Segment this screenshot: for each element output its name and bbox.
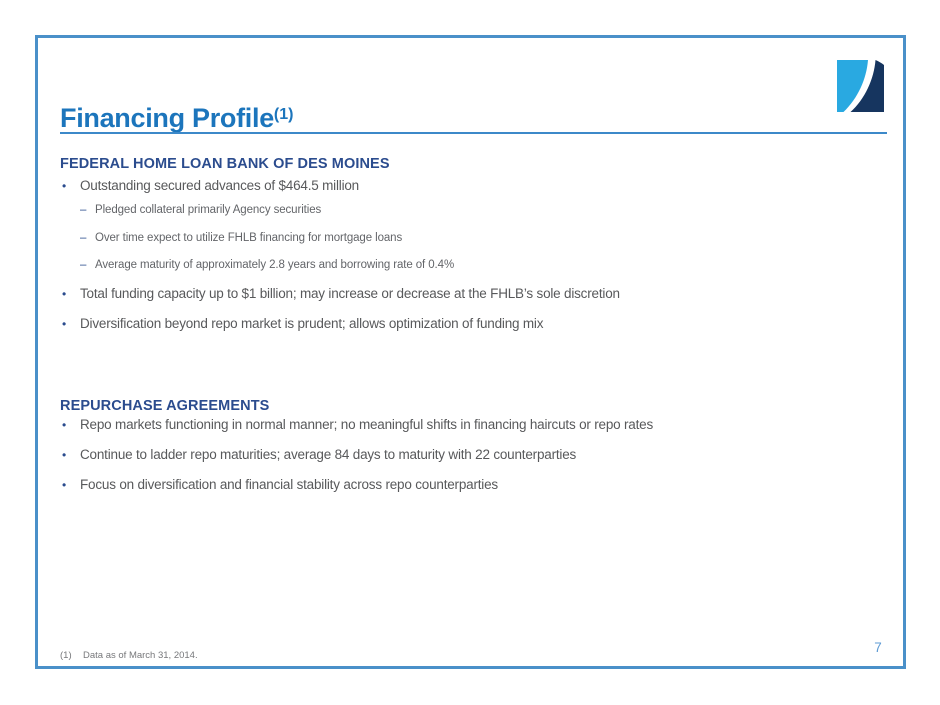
bullet-text: Diversification beyond repo market is prudent; allows optimization of funding mix [80, 316, 544, 331]
bullet-item [60, 417, 653, 433]
dash-icon: – [80, 259, 87, 271]
bullet-item [60, 178, 359, 194]
bullet-dot-icon: • [62, 179, 67, 193]
slide-title-text: Financing Profile [60, 103, 274, 134]
bullet-text: Continue to ladder repo maturities; average 84 days to maturity with 22 counterparties [80, 447, 577, 462]
sub-bullet-item [80, 258, 454, 272]
footnote-text: Data as of March 31, 2014. [83, 650, 198, 661]
bullet-text: Repo markets functioning in normal manner; no meaningful shifts in financing haircuts or repo rates [80, 417, 654, 432]
section-heading-fhlb: FEDERAL HOME LOAN BANK OF DES MOINES [60, 156, 390, 173]
bullet-item [60, 316, 543, 332]
dash-icon: – [80, 232, 87, 244]
sub-bullet-text: Average maturity of approximately 2.8 years and borrowing rate of 0.4% [95, 259, 455, 271]
dash-icon: – [80, 204, 87, 216]
section-heading-repurchase: REPURCHASE AGREEMENTS [60, 398, 270, 415]
slide-title-footnote-ref: (1) [273, 106, 294, 124]
swoosh-logo-icon [837, 60, 884, 112]
bullet-text: Focus on diversification and financial stability across repo counterparties [80, 477, 498, 492]
bullet-item [60, 286, 620, 302]
sub-bullet-item [80, 231, 402, 245]
slide-frame [35, 35, 906, 669]
bullet-dot-icon: • [62, 418, 67, 432]
bullet-dot-icon: • [62, 317, 67, 331]
sub-bullet-text: Pledged collateral primarily Agency securities [95, 204, 322, 216]
title-divider-rule [60, 132, 887, 134]
bullet-item [60, 447, 576, 463]
bullet-item [60, 477, 498, 493]
bullet-dot-icon: • [62, 478, 67, 492]
bullet-text: Outstanding secured advances of $464.5 million [80, 178, 359, 193]
page-number: 7 [874, 640, 882, 655]
bullet-dot-icon: • [62, 448, 67, 462]
bullet-dot-icon: • [62, 287, 67, 301]
footnote-marker: (1) [60, 650, 72, 661]
sub-bullet-item [80, 203, 321, 217]
bullet-text: Total funding capacity up to $1 billion; may increase or decrease at the FHLB’s sole discretion [80, 286, 620, 301]
sub-bullet-text: Over time expect to utilize FHLB financing for mortgage loans [95, 232, 403, 244]
company-logo [837, 60, 884, 112]
slide-title [60, 100, 293, 133]
footnote [60, 650, 198, 661]
